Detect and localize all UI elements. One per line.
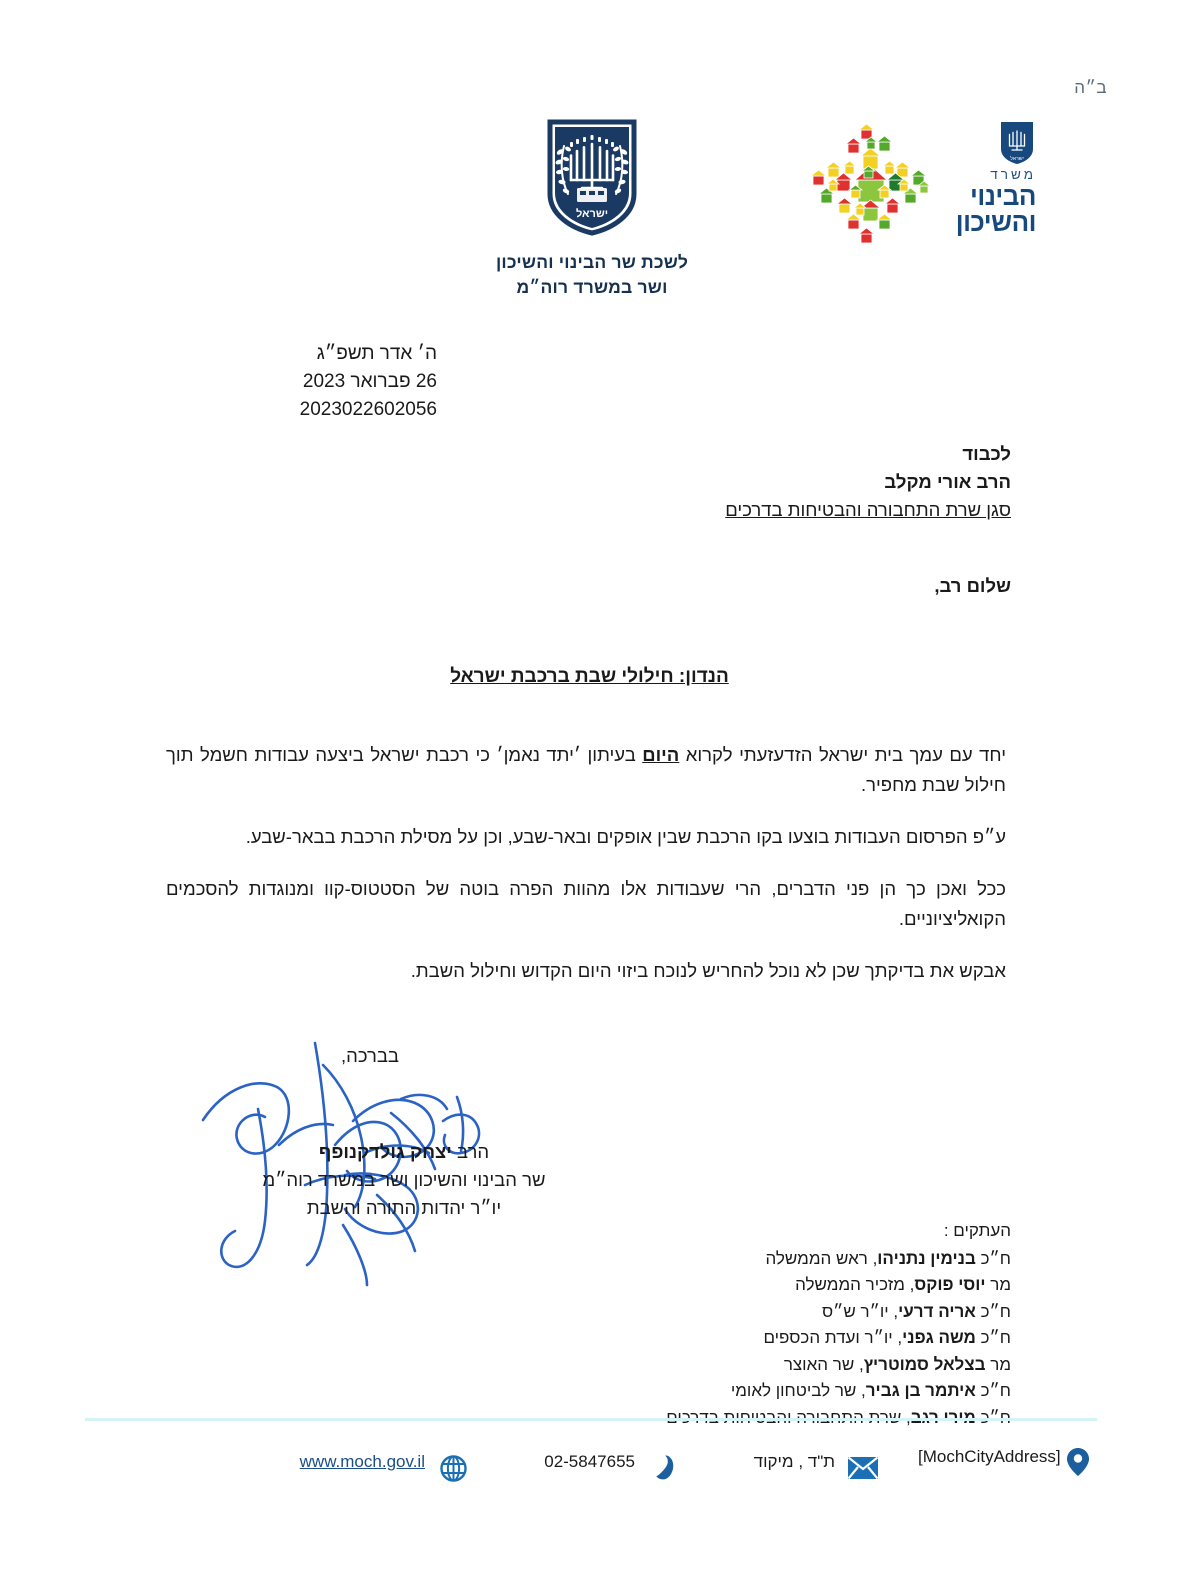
reference-number: 2023022602056 — [299, 399, 437, 421]
ministry-logo — [806, 120, 1036, 260]
copies-item — [666, 1246, 1011, 1273]
addressee-salutation: לכבוד — [962, 443, 1011, 464]
addressee-role: סגן שרת התחבורה והבטיחות בדרכים — [725, 499, 1011, 521]
body-paragraph-4: אבקש את בדיקתך שכן לא נוכל להחריש לנוכח ביזוי היום הקדוש וחילול השבת. — [410, 959, 1006, 981]
copies-item-prefix: ח״כ — [975, 1248, 1011, 1268]
copies-item — [666, 1299, 1011, 1326]
copies-item-prefix: מר — [985, 1275, 1011, 1295]
body-p1-part-a: יחד עם עמך בית ישראל הזדעזעתי לקרוא — [679, 744, 1007, 765]
hebrew-date: ה׳ אדר תשפ״ג — [316, 343, 437, 364]
ministry-emblem-icon — [998, 120, 1036, 166]
letter-header — [0, 118, 1179, 308]
copies-item — [666, 1352, 1011, 1379]
regards-text: בברכה, — [340, 1045, 399, 1066]
state-emblem-block — [447, 118, 737, 301]
envelope-icon — [847, 1452, 879, 1484]
signatory-title-2: יו״ר יהדות התורה והשבת — [306, 1196, 502, 1218]
copies-item-role: , יו״ר ועדת הכספים — [763, 1328, 903, 1348]
copies-item-role: , שר לביטחון לאומי — [730, 1381, 866, 1401]
copies-item-prefix: מר — [985, 1354, 1011, 1374]
location-pin-icon — [1062, 1446, 1094, 1478]
copies-item — [666, 1325, 1011, 1352]
star-of-david-houses-icon — [801, 120, 937, 256]
footer-address-text: [MochCityAddress] — [918, 1447, 1061, 1466]
ministry-wordmark — [956, 168, 1036, 236]
copies-item-role: , שר האוצר — [783, 1354, 864, 1374]
date-block — [300, 340, 437, 424]
letter-footer — [0, 1438, 1179, 1528]
bureau-title-line2: ושר במשרד רוה״מ — [516, 277, 668, 298]
signatory-block — [189, 1138, 619, 1221]
copies-item-name: משה גפני — [902, 1328, 976, 1348]
globe-icon — [437, 1452, 469, 1484]
gregorian-date: 26 פברואר 2023 — [302, 371, 437, 393]
copies-block — [666, 1218, 1011, 1431]
footer-divider — [85, 1418, 1097, 1421]
subject-line — [0, 666, 1179, 688]
bureau-title — [447, 250, 737, 301]
israel-state-emblem-icon — [544, 118, 640, 236]
footer-phone-text[interactable]: 02-5847655 — [544, 1452, 635, 1471]
copies-item — [666, 1272, 1011, 1299]
footer-address-item — [918, 1446, 1094, 1478]
copies-item-prefix: ח״כ — [975, 1381, 1011, 1401]
copies-item-name: אריה דרעי — [898, 1301, 976, 1321]
body-p1-part-b: בעיתון ׳יתד נאמן׳ כי רכבת ישראל ביצעה עבודות חשמל תוך חילול שבת מחפיר. — [166, 744, 1006, 795]
footer-pobox-text: ת"ד , מיקוד — [753, 1452, 835, 1471]
copies-item-name: יוסי פוקס — [914, 1275, 986, 1295]
footer-website-text[interactable]: www.moch.gov.il — [299, 1452, 425, 1471]
body-paragraph-2: ע״פ הפרסום העבודות בוצעו בקו הרכבת שבין אופקים ובאר-שבע, וכן על מסילת הרכבת בבאר-שבע. — [245, 825, 1006, 847]
copies-item-name: בצלאל סמוטריץ — [863, 1354, 986, 1374]
svg-text:ישראל: ישראל — [575, 208, 609, 220]
subject-text: הנדון: חילולי שבת ברכבת ישראל — [450, 666, 729, 687]
copies-item-role: , יו״ר ש״ס — [822, 1301, 899, 1321]
signatory-prefix: הרב — [451, 1141, 490, 1162]
ministry-word-small: משרד — [990, 167, 1036, 182]
copies-item-name: איתמר בן גביר — [865, 1381, 976, 1401]
greeting: שלום רב, — [934, 575, 1011, 596]
footer-pobox-item — [754, 1452, 879, 1484]
copies-title: העתקים : — [943, 1221, 1011, 1240]
footer-website-item[interactable] — [300, 1452, 469, 1484]
copies-item — [666, 1378, 1011, 1405]
addressee-block — [725, 440, 1011, 524]
svg-text:ישראל: ישראל — [1010, 156, 1024, 162]
ministry-word-line2: והשיכון — [955, 207, 1036, 238]
copies-item-prefix: ח״כ — [975, 1328, 1011, 1348]
body-paragraph-1 — [166, 740, 1006, 800]
bureau-title-line1: לשכת שר הבינוי והשיכון — [495, 252, 689, 272]
copies-item-name: בנימין נתניהו — [877, 1248, 976, 1268]
letter-body — [166, 740, 1006, 986]
footer-phone-item — [544, 1452, 679, 1484]
signatory-name-line — [189, 1138, 619, 1166]
addressee-name: הרב אורי מקלב — [884, 471, 1011, 493]
phone-icon — [647, 1452, 679, 1484]
body-p1-highlight: היום — [642, 744, 680, 765]
body-paragraph-3: ככל ואכן כך הן פני הדברים, הרי שעבודות אלו מהוות הפרה בוטה של הסטטוס-קוו ומנוגדות להסכמים הקואליציוניים. — [166, 877, 1006, 929]
signatory-title-1: שר הבינוי והשיכון ושר במשרד רוה״מ — [262, 1168, 546, 1190]
ministry-word-line1: הבינוי — [970, 180, 1036, 211]
copies-item-role: , ראש הממשלה — [765, 1248, 878, 1268]
copies-item-prefix: ח״כ — [975, 1301, 1011, 1321]
signatory-name: יצחק גולדקנופף — [318, 1141, 452, 1162]
bsd-marker: ב״ה — [1074, 78, 1107, 97]
copies-item-role: , מזכיר הממשלה — [795, 1275, 915, 1295]
